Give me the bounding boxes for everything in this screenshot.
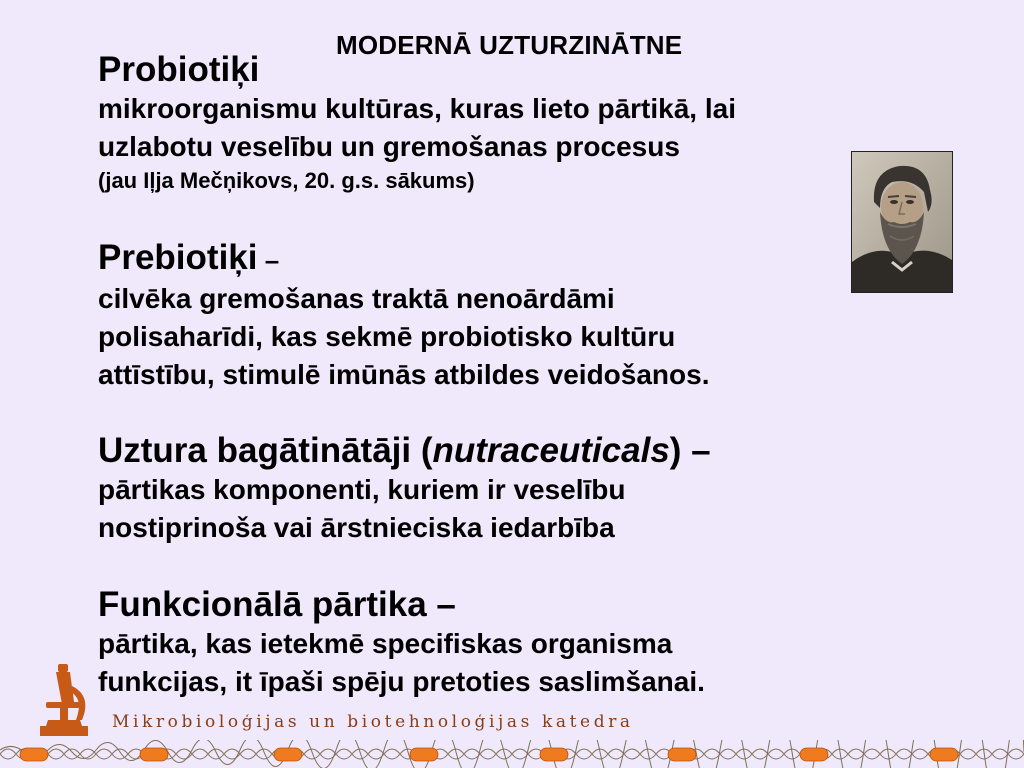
slide-title: MODERNĀ UZTURZINĀTNE	[336, 30, 683, 60]
term-prebiotics	[98, 238, 709, 280]
term-nutraceuticals-prefix: Uztura bagātinātāji (	[98, 431, 433, 470]
portrait-illustration	[852, 152, 952, 292]
term-functional-food: Funkcionālā pārtika –	[98, 585, 456, 624]
term-nutraceuticals	[98, 431, 711, 471]
definition-line: attīstību, stimulē imūnās atbildes veidošanos.	[98, 359, 710, 390]
section-probiotics	[98, 50, 736, 196]
definition-line: polisaharīdi, kas sekmē probiotisko kultūru	[98, 321, 676, 352]
department-name: Mikrobioloģijas un biotehnoloģijas katedra	[112, 712, 634, 732]
term-dash: –	[257, 245, 280, 275]
definition-line: pārtikas komponenti, kuriem ir veselību	[98, 474, 626, 505]
term-probiotics: Probiotiķi	[98, 50, 260, 89]
definition-line: mikroorganismu kultūras, kuras lieto pārtikā, lai	[98, 93, 736, 124]
portrait-photo	[851, 151, 953, 293]
term-nutraceuticals-italic: nutraceuticals	[432, 431, 670, 470]
definition-line: pārtika, kas ietekmē specifiskas organisma	[98, 628, 673, 659]
section-nutraceuticals	[98, 431, 711, 547]
definition-line: nostiprinoša vai ārstnieciska iedarbība	[98, 512, 615, 543]
section-functional-food	[98, 585, 705, 701]
historical-note: (jau Iļja Mečņikovs, 20. g.s. sākums)	[98, 168, 475, 193]
term-prebiotics-label: Prebiotiķi	[98, 238, 258, 277]
definition-line: uzlabotu veselību un gremošanas procesus	[98, 131, 680, 162]
definition-line: funkcijas, it īpaši spēju pretoties saslimšanai.	[98, 666, 705, 697]
microscope-icon	[36, 662, 92, 740]
definition-line: cilvēka gremošanas traktā nenoārdāmi	[98, 283, 615, 314]
term-nutraceuticals-suffix: ) –	[669, 431, 711, 470]
decorative-border	[0, 740, 1024, 768]
section-prebiotics	[98, 238, 709, 394]
